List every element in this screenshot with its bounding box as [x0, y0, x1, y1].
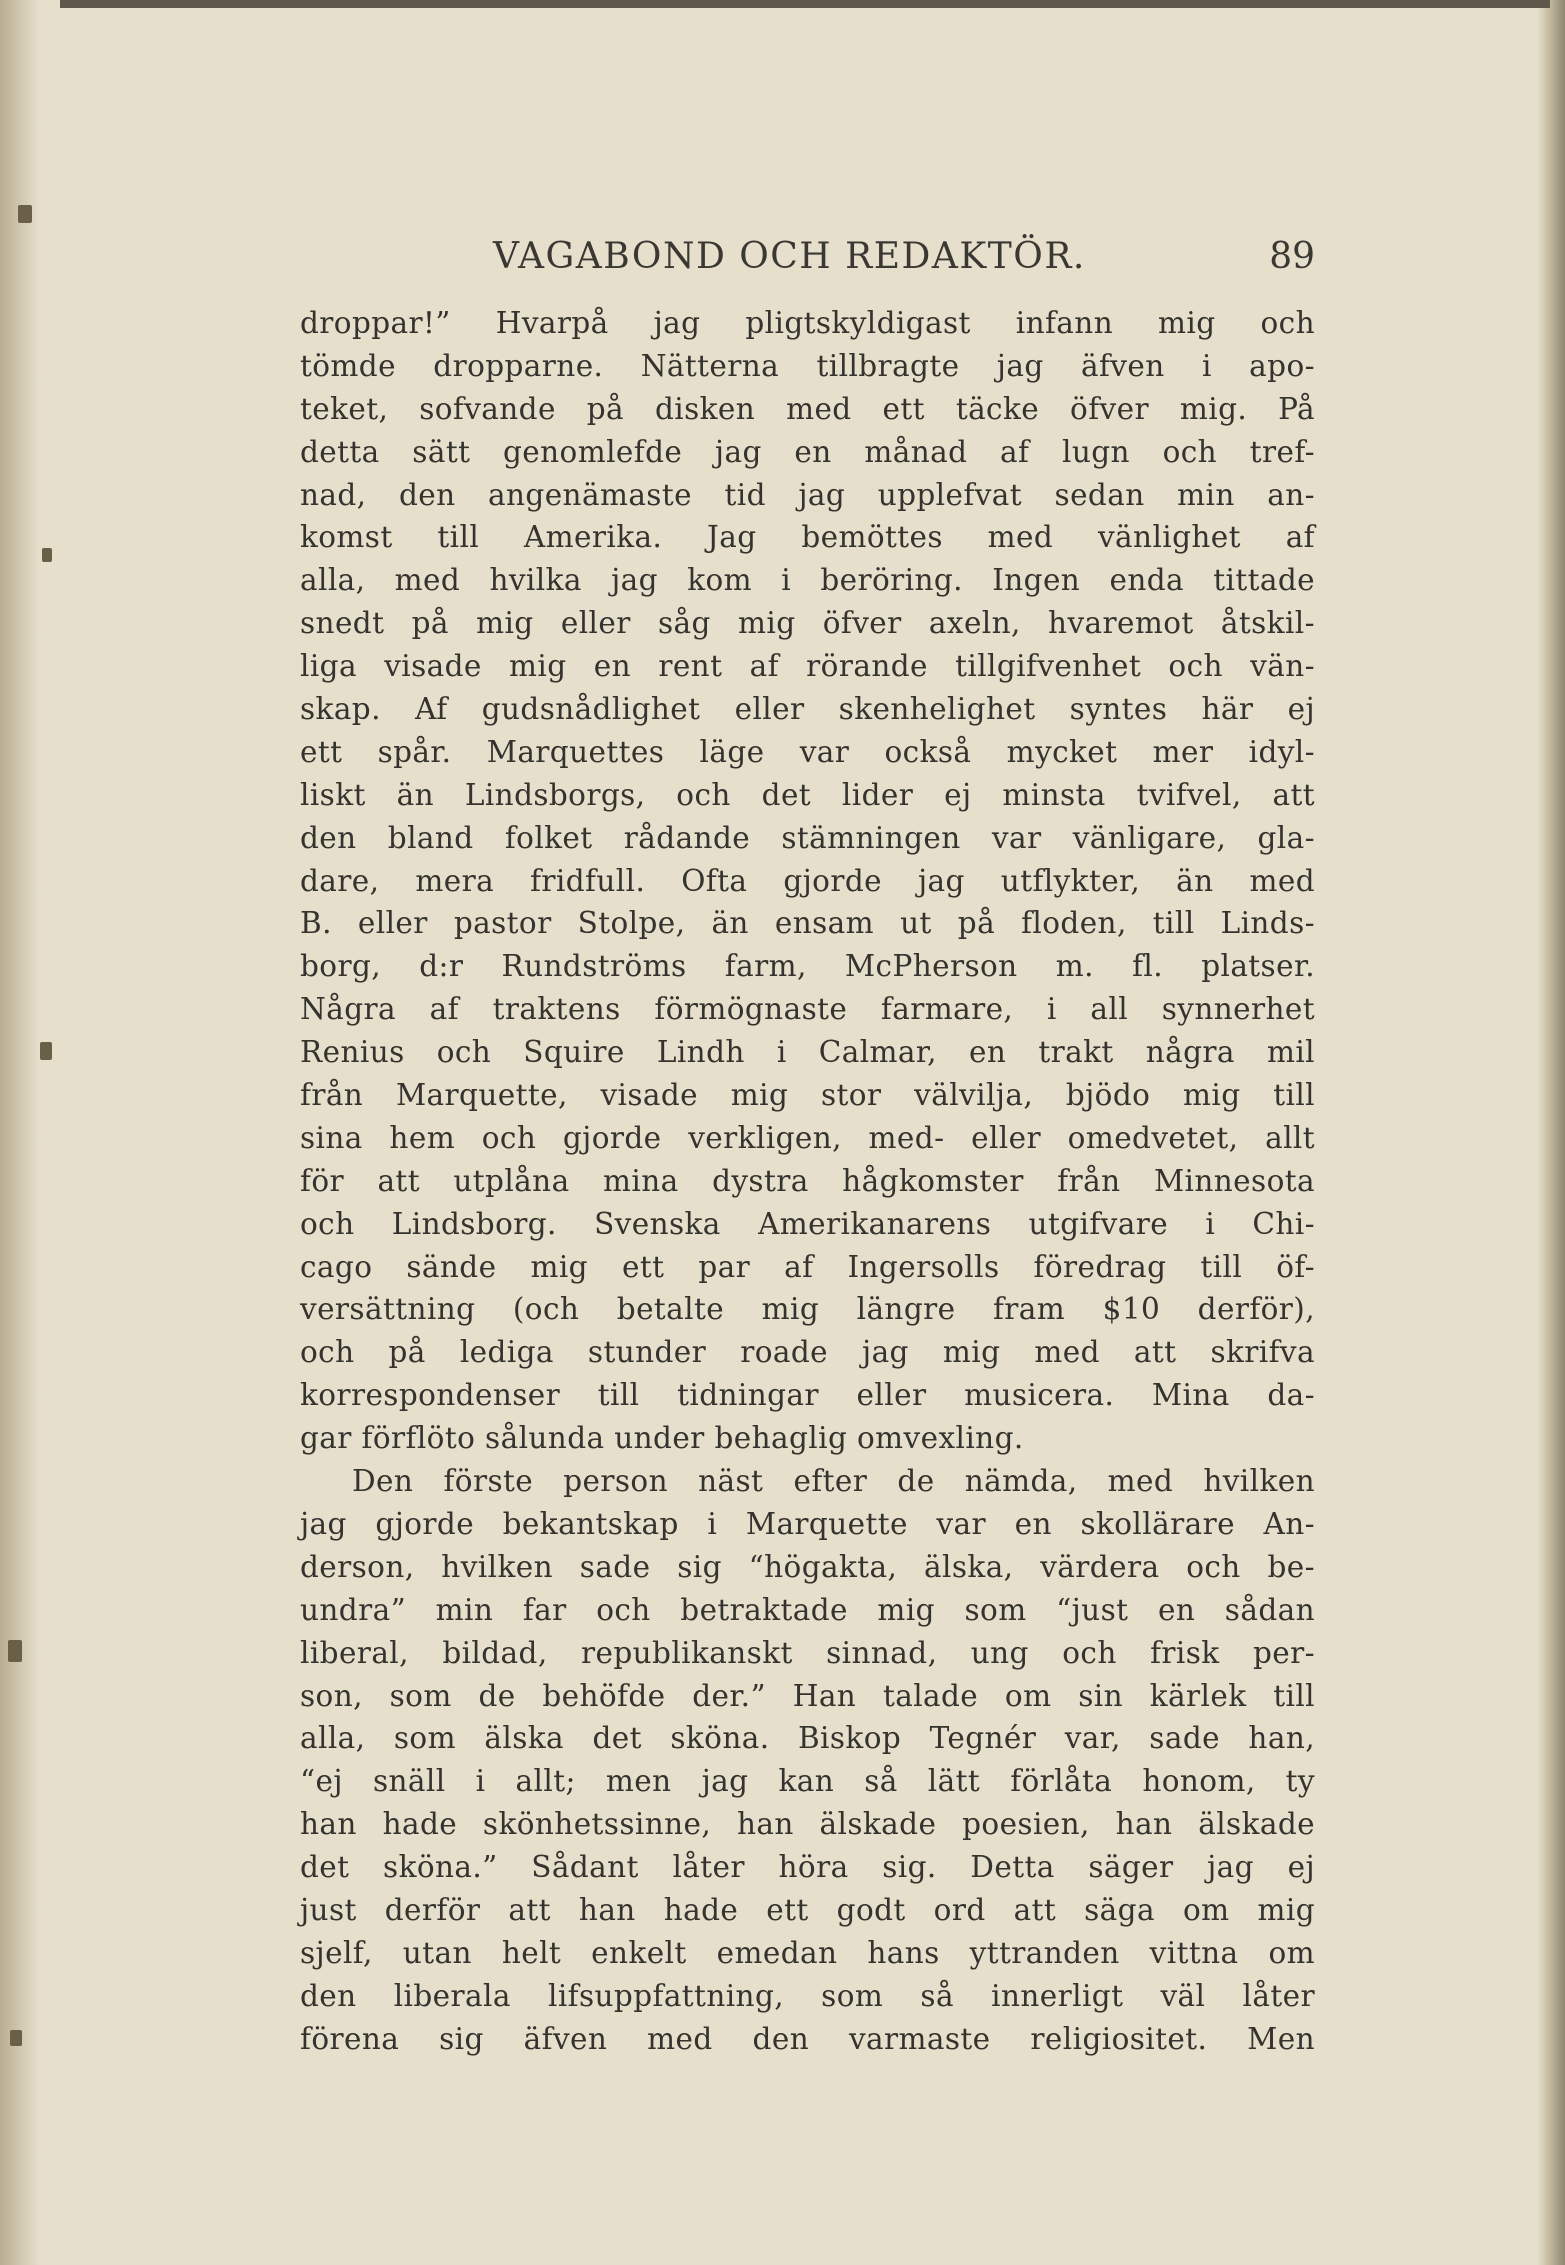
text-line: son, som de behöfde der.” Han talade om sin kärlek till [300, 1678, 1315, 1713]
text-line: den liberala lifsuppfattning, som så innerligt väl låter [300, 1978, 1315, 2013]
page-speck [8, 1640, 22, 1662]
text-line: det sköna.” Sådant låter höra sig. Detta säger jag ej [300, 1850, 1315, 1885]
text-line: alla, med hvilka jag kom i beröring. Ingen enda tittade [300, 563, 1315, 598]
text-line: detta sätt genomlefde jag en månad af lugn och tref- [300, 434, 1315, 469]
text-line: gar förflöto sålunda under behaglig omvexling. [300, 1421, 1024, 1456]
text-line: liskt än Lindsborgs, och det lider ej minsta tvifvel, att [300, 777, 1315, 812]
text-line: cago sände mig ett par af Ingersolls föredrag till öf- [300, 1249, 1315, 1284]
text-line: dare, mera fridfull. Ofta gjorde jag utflykter, än med [300, 863, 1315, 898]
text-line: korrespondenser till tidningar eller musicera. Mina da- [300, 1378, 1315, 1413]
text-line: och på lediga stunder roade jag mig med att skrifva [300, 1335, 1315, 1370]
text-line: från Marquette, visade mig stor välvilja, bjödo mig till [300, 1078, 1315, 1113]
page-speck [10, 2030, 22, 2046]
text-line: ett spår. Marquettes läge var också mycket mer idyl- [300, 734, 1315, 769]
text-line: B. eller pastor Stolpe, än ensam ut på floden, till Linds- [300, 906, 1315, 941]
page-speck [18, 205, 32, 223]
text-line: och Lindsborg. Svenska Amerikanarens utgifvare i Chi- [300, 1206, 1315, 1241]
text-line: den bland folket rådande stämningen var vänligare, gla- [300, 820, 1315, 855]
text-line: Den förste person näst efter de nämda, med hvilken [352, 1464, 1315, 1499]
text-line: tömde dropparne. Nätterna tillbragte jag äfven i apo- [300, 348, 1315, 383]
text-line: liga visade mig en rent af rörande tillgifvenhet och vän- [300, 649, 1315, 684]
text-line: derson, hvilken sade sig “högakta, älska, värdera och be- [300, 1549, 1315, 1584]
text-line: Några af traktens förmögnaste farmare, i all synnerhet [300, 992, 1315, 1027]
text-line: komst till Amerika. Jag bemöttes med vänlighet af [300, 520, 1315, 555]
page-binding-shadow [0, 0, 40, 2265]
text-line: “ej snäll i allt; men jag kan så lätt förlåta honom, ty [300, 1764, 1315, 1799]
text-line: teket, sofvande på disken med ett täcke öfver mig. På [300, 391, 1315, 426]
body-text [300, 302, 1315, 2061]
text-line: versättning (och betalte mig längre fram $10 derför), [300, 1292, 1315, 1327]
text-line: droppar!” Hvarpå jag pligtskyldigast infann mig och [300, 306, 1315, 340]
text-line: Renius och Squire Lindh i Calmar, en trakt några mil [300, 1035, 1315, 1070]
text-line: borg, d:r Rundströms farm, McPherson m. fl. platser. [300, 949, 1315, 984]
text-line: skap. Af gudsnådlighet eller skenhelighet syntes här ej [300, 692, 1315, 727]
running-head: VAGABOND OCH REDAKTÖR. [493, 236, 1086, 277]
page-number: 89 [1269, 236, 1315, 277]
text-line: jag gjorde bekantskap i Marquette var en skollärare An- [300, 1506, 1315, 1541]
text-line: för att utplåna mina dystra hågkomster från Minnesota [300, 1163, 1315, 1198]
text-line: alla, som älska det sköna. Biskop Tegnér var, sade han, [300, 1721, 1315, 1756]
text-line: nad, den angenämaste tid jag upplefvat sedan min an- [300, 477, 1315, 512]
text-line: snedt på mig eller såg mig öfver axeln, hvaremot åtskil- [300, 606, 1315, 641]
text-line: sjelf, utan helt enkelt emedan hans yttranden vittna om [300, 1935, 1315, 1970]
page-speck [40, 1042, 52, 1060]
text-line: liberal, bildad, republikanskt sinnad, ung och frisk per- [300, 1635, 1315, 1670]
page-speck [42, 548, 52, 562]
page-header [300, 236, 1315, 280]
page-edge [1537, 0, 1565, 2265]
text-line: förena sig äfven med den varmaste religiositet. Men [300, 2021, 1315, 2056]
text-line: han hade skönhetssinne, han älskade poesien, han älskade [300, 1807, 1315, 1842]
text-line: undra” min far och betraktade mig som “just en sådan [300, 1592, 1315, 1627]
text-line: just derför att han hade ett godt ord att säga om mig [300, 1892, 1315, 1927]
text-line: sina hem och gjorde verkligen, med- eller omedvetet, allt [300, 1120, 1315, 1155]
page-top-edge [60, 0, 1550, 8]
